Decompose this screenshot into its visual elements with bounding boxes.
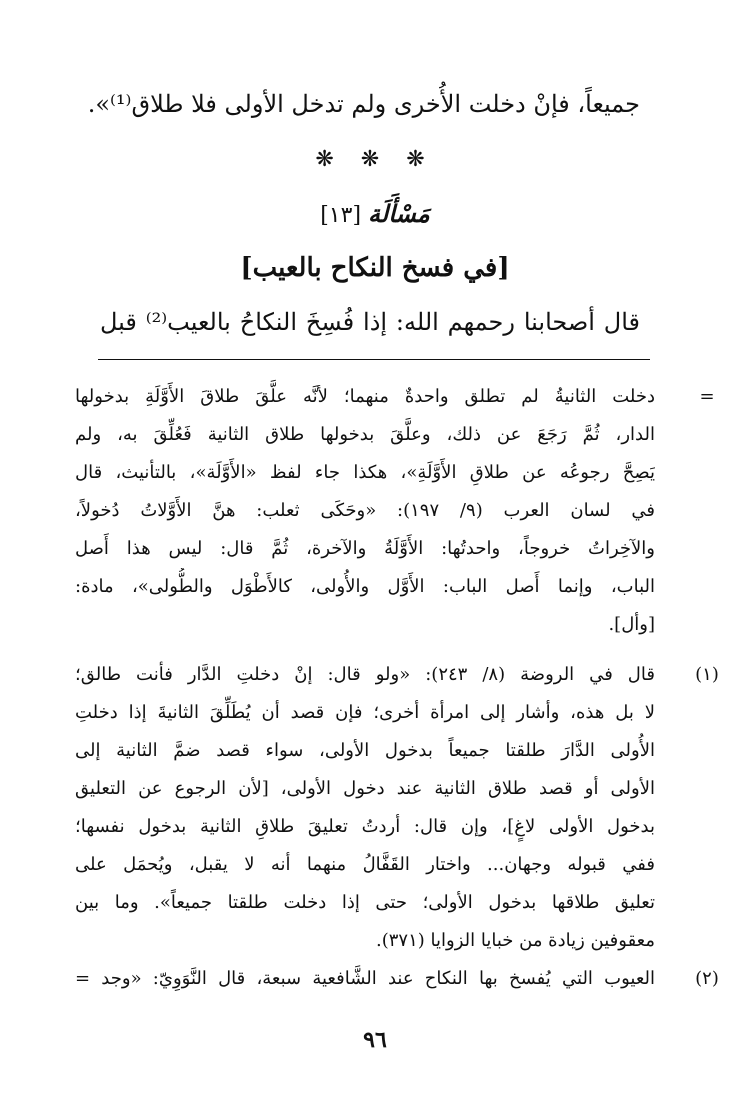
footnote-line: دخلت الثانيةُ لم تطلق واحدةٌ منهما؛ لأنَّه علَّقَ طلاقَ الأَوَّلَةِ بدخولها — [75, 386, 655, 407]
footnote-line: [وأل]. — [608, 614, 655, 635]
footnote-line: في لسان العرب (٩/ ١٩٧): «وحَكَى ثعلب: هنَّ الأَوَّلاتُ دُخولاً، — [75, 500, 655, 521]
masala-heading — [0, 194, 750, 236]
page-number: ٩٦ — [363, 1027, 387, 1053]
footnote-line: الباب، وإنما أَصل الباب: الأَوَّل والأُولى، كالأَطْوَل والطُّولى»، مادة: — [75, 576, 655, 597]
footnote-2-marker: (٢) — [695, 968, 719, 989]
footnote-1-marker: (١) — [695, 664, 719, 685]
footnote-line: ففي قبوله وجهان... واختار القَفَّالُ منهما أنه لا يقبل، ويُحمَل على — [75, 854, 655, 875]
footnote-line: تعليق طلاقها بدخول الأولى؛ حتى إذا دخلت طلقتا جميعاً». وما بين — [75, 892, 655, 913]
footnote-separator-rule — [98, 359, 650, 360]
footnote-2 — [75, 960, 719, 998]
footnote-line: العيوب التي يُفسخ بها النكاح عند الشَّافعية سبعة، قال النَّوَوِيّ: «وجد = — [75, 968, 655, 989]
footnote-1 — [75, 656, 719, 960]
footnote-continuation-marker: = — [699, 386, 715, 407]
footnote-line: الدار، ثُمَّ رَجَعَ عن ذلك، وعلَّقَ بدخولها طلاق الثانية فَعُلِّقَ به، ولم — [75, 424, 655, 445]
footnote-line: والآخِراتُ خروجاً، واحدتُها: الأَوَّلَةُ والآخرة، ثُمَّ قال: ليس هذا أَصل — [75, 538, 655, 559]
intro-line: قال أصحابنا رحمهم الله: إذا فُسِخَ النكاحُ بالعيب⁽²⁾ قبل — [100, 308, 640, 336]
footnote-line: معقوفين زيادة من خبايا الزوايا (٣٧١). — [376, 930, 655, 951]
footnote-line: يَصِحَّ رجوعُه عن طلاقِ الأَوَّلَةِ»، هكذا جاء لفظ «الأَوَّلَة»، بالتأنيث، قال — [75, 462, 655, 483]
masala-word: مَسْأَلَة — [368, 199, 430, 228]
footnote-line: قال في الروضة (٨/ ٢٤٣): «ولو قال: إنْ دخلتِ الدَّار فأنت طالق؛ — [75, 664, 655, 685]
main-text-line: جميعاً، فإنْ دخلت الأُخرى ولم تدخل الأولى فلا طلاق⁽¹⁾». — [87, 90, 640, 118]
section-divider-stars: ❋ ❋ ❋ — [315, 147, 435, 172]
section-title: [في فسخ النكاح بالعيب] — [240, 253, 510, 283]
footnote-line: الأُولى الدَّارَ طلقتا جميعاً بدخول الأولى، سواء قصد ضمَّ الثانية إلى — [75, 740, 655, 761]
footnote-line: بدخول الأولى لاغٍ]، وإن قال: أردتُ تعليقَ طلاقِ الثانية بدخول نفسها؛ — [75, 816, 655, 837]
footnote-line: لا بل هذه، وأشار إلى امرأة أخرى؛ فإن قصد أن يُطَلِّقَ الثانيةَ إذا دخلتِ — [75, 702, 655, 723]
masala-number: [١٣] — [320, 203, 362, 228]
footnote-continuation — [75, 378, 715, 644]
footnote-line: الأولى أو قصد طلاق الثانية عند دخول الأولى، [لأن الرجوع عن التعليق — [75, 778, 655, 799]
